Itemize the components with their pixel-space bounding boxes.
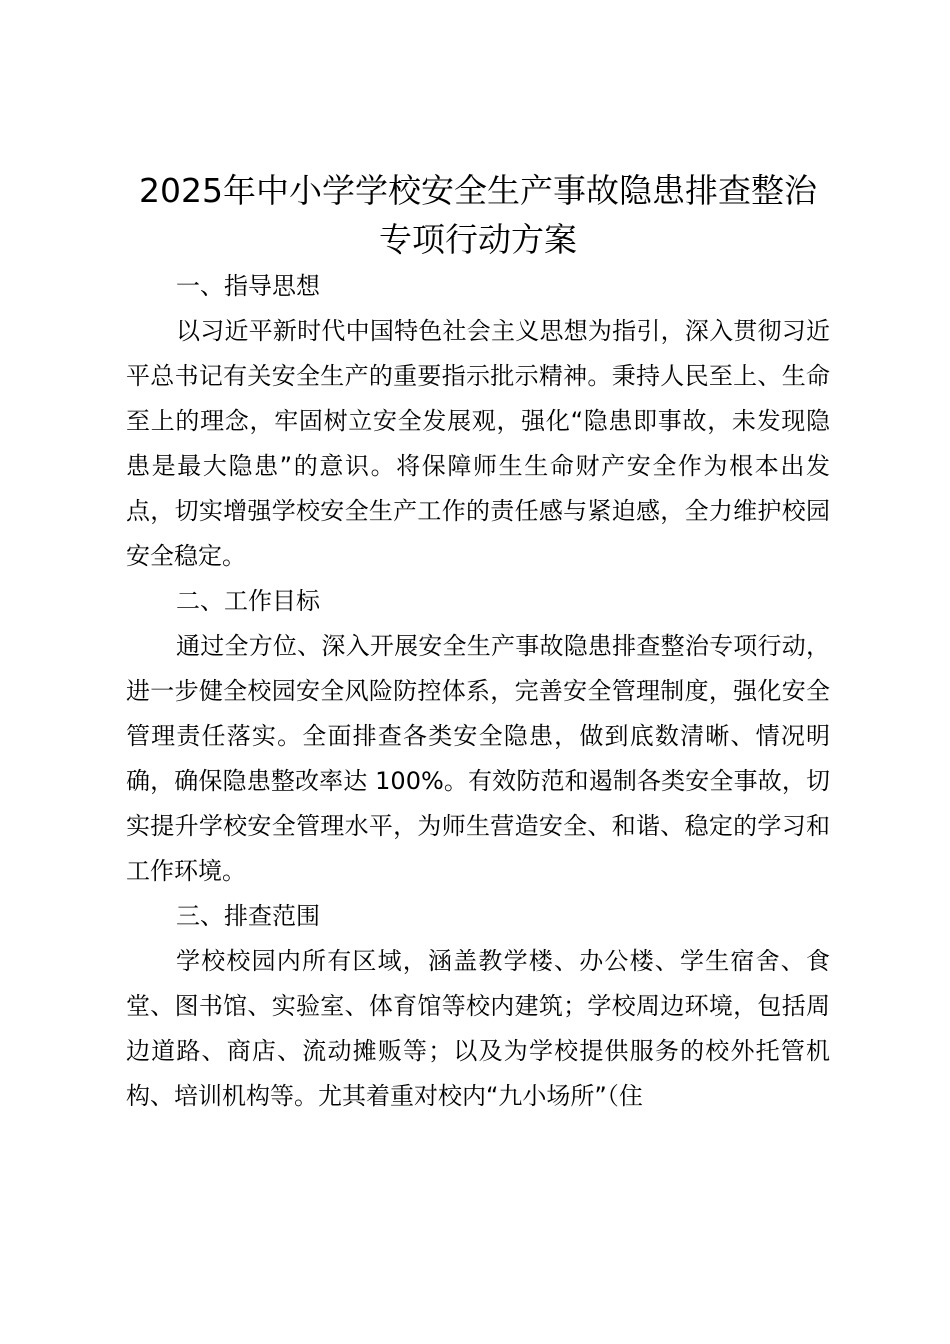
section-heading: 一、指导思想 [176, 272, 320, 300]
section-inspection-scope [126, 894, 830, 1119]
section-work-goals [126, 579, 830, 894]
document-title: 2025年中小学学校安全生产事故隐患排查整治专项行动方案 [139, 171, 817, 259]
section-heading: 二、工作目标 [176, 587, 320, 615]
section-heading: 三、排查范围 [176, 902, 320, 930]
section-paragraph: 学校校园内所有区域，涵盖教学楼、办公楼、学生宿舍、食堂、图书馆、实验室、体育馆等校内建筑；学校周边环境，包括周边道路、商店、流动摊贩等；以及为学校提供服务的校外托管机构、培训机构等。尤其着重对校内“九小场所”（住 [126, 947, 830, 1110]
section-paragraph: 以习近平新时代中国特色社会主义思想为指引，深入贯彻习近平总书记有关安全生产的重要指示批示精神。秉持人民至上、生命至上的理念，牢固树立安全发展观，强化“隐患即事故，未发现隐患是最大隐患”的意识。将保障师生生命财产安全作为根本出发点，切实增强学校安全生产工作的责任感与紧迫感，全力维护校园安全稳定。 [126, 317, 830, 570]
section-paragraph: 通过全方位、深入开展安全生产事故隐患排查整治专项行动，进一步健全校园安全风险防控体系，完善安全管理制度，强化安全管理责任落实。全面排查各类安全隐患，做到底数清晰、情况明确，确保隐患整改率达 100%。有效防范和遏制各类安全事故，切实提升学校安全管理水平，为师生营造安全、和谐、稳定的学习和工作环境。 [126, 632, 830, 885]
document-page [126, 166, 830, 1119]
section-guiding-ideology [126, 264, 830, 579]
